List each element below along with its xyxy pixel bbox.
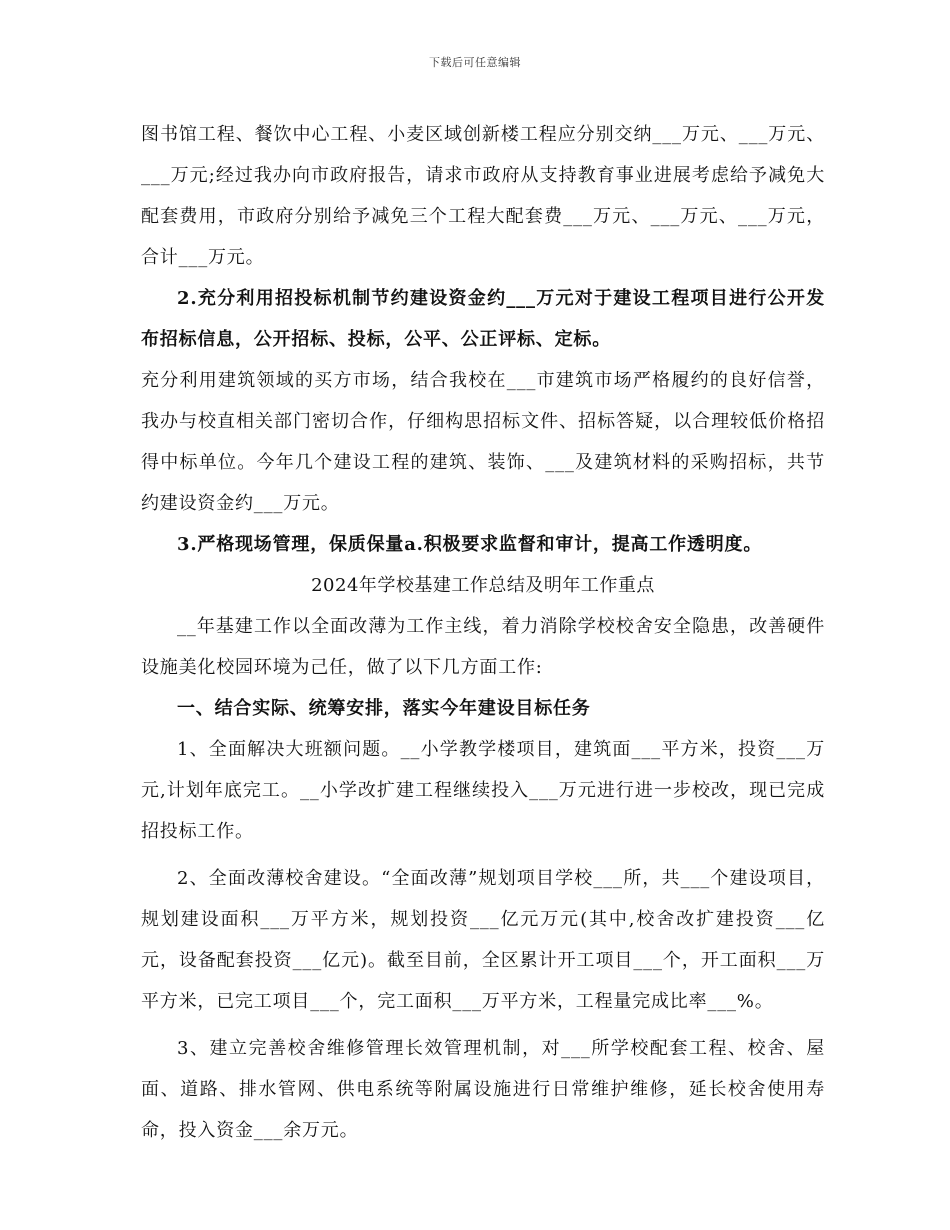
heading-bidding: 2.充分利用招投标机制节约建设资金约___万元对于建设工程项目进行公开发布招标信息，公开招标、投标，公平、公正评标、定标。 — [141, 288, 825, 350]
paragraph-fees: 图书馆工程、餐饮中心工程、小麦区域创新楼工程应分别交纳___万元、___万元、___万元;经过我办向市政府报告，请求市政府从支持教育事业进展考虑给予减免大配套费用，市政府分别给予减免三个工程大配套费___万元、___万元、___万元，合计___万元。 — [141, 124, 825, 268]
document-body — [141, 114, 825, 1151]
list-item-3: 3、建立完善校舍维修管理长效管理机制，对___所学校配套工程、校舍、屋面、道路、排水管网、供电系统等附属设施进行日常维护维修，延长校舍使用寿命，投入资金___余万元。 — [141, 1038, 825, 1141]
paragraph-bidding: 充分利用建筑领域的买方市场，结合我校在___市建筑市场严格履约的良好信誉，我办与校直相关部门密切合作，仔细构思招标文件、招标答疑，以合理较低价格招得中标单位。今年几个建设工程的建筑、装饰、___及建筑材料的采购招标，共节约建设资金约___万元。 — [141, 370, 825, 514]
list-item-2: 2、全面改薄校舍建设。“全面改薄”规划项目学校___所，共___个建设项目，规划建设面积___万平方米，规划投资___亿元万元(其中,校舍改扩建投资___亿元，设备配套投资___亿元)。截至目前，全区累计开工项目___个，开工面积___万平方米，已完工项目___个，完工面积___万平方米，工程量完成比率___%。 — [141, 868, 825, 1012]
paragraph-intro: __年基建工作以全面改薄为工作主线，着力消除学校校舍安全隐患，改善硬件设施美化校园环境为己任，做了以下几方面工作: — [141, 616, 825, 678]
list-item-1: 1、全面解决大班额问题。__小学教学楼项目，建筑面___平方米，投资___万元,计划年底完工。__小学改扩建工程继续投入___万元进行进一步校改，现已完成招投标工作。 — [141, 739, 825, 842]
heading-section-1: 一、结合实际、统筹安排，落实今年建设目标任务 — [177, 698, 591, 719]
page-header: 下载后可任意编辑 — [429, 56, 521, 69]
section-title: 2024年学校基建工作总结及明年工作重点 — [311, 575, 655, 596]
heading-site-management: 3.严格现场管理，保质保量a.积极要求监督和审计，提高工作透明度。 — [177, 534, 763, 555]
